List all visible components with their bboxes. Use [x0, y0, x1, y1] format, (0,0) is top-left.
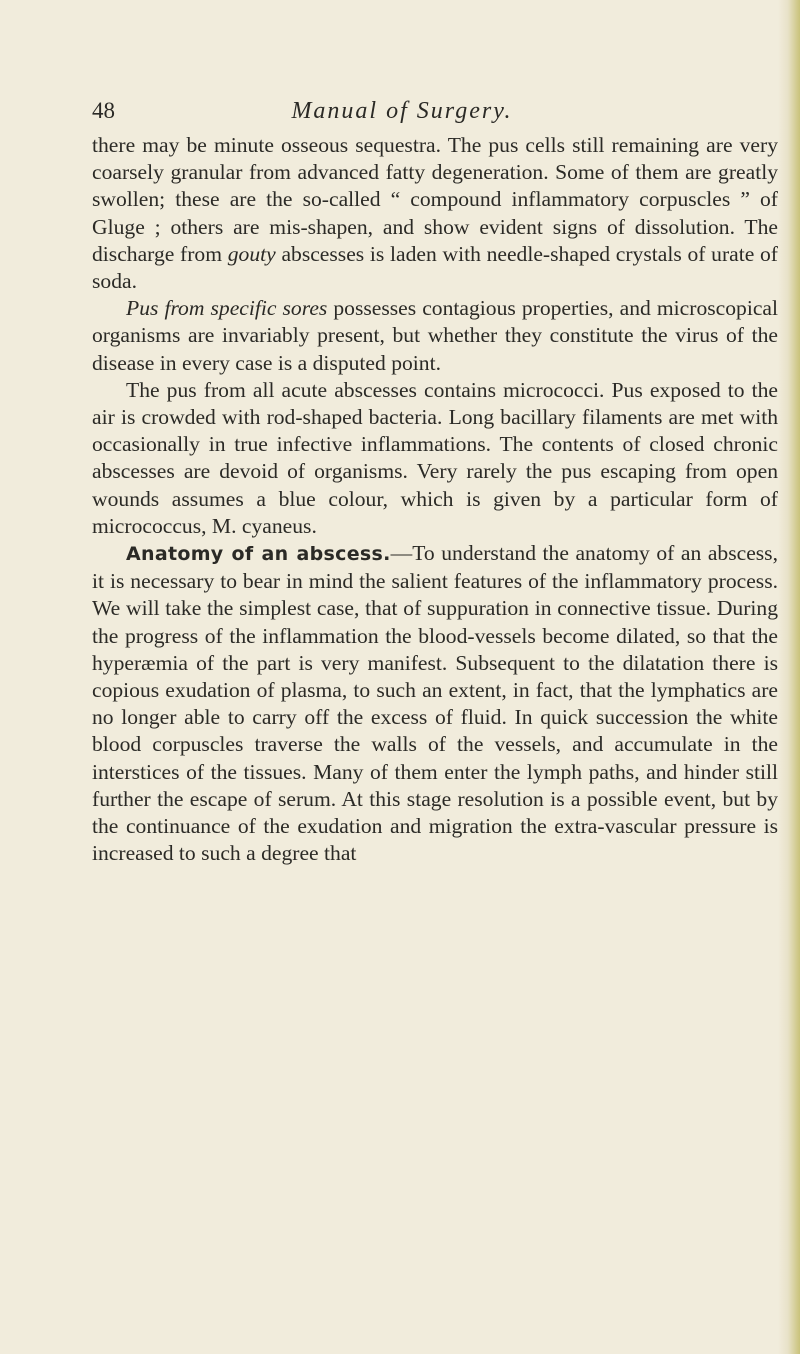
gouty-emphasis: gouty	[227, 241, 276, 266]
body-text	[92, 132, 778, 867]
page-header	[92, 98, 772, 128]
page-number: 48	[92, 98, 115, 123]
running-title: Manual of Surgery.	[291, 98, 513, 124]
paragraph-1	[92, 132, 778, 295]
page-edge	[778, 0, 800, 1354]
specific-sores-emphasis: Pus from specific sores	[126, 296, 328, 321]
paragraph-3	[92, 377, 778, 540]
paragraph-2	[92, 295, 778, 377]
paragraph-3-text: The pus from all acute abscesses contains micrococci. Pus exposed to the air is crowded with rod-shaped bacteria. Long bacillary filaments are met with occasionally in true infective inflammations. The contents of closed chronic abscesses are devoid of organisms. Very rarely the pus escaping from open wounds assumes a blue colour, which is given by a particular form of micrococcus, M. cyaneus.	[92, 377, 778, 538]
paragraph-4	[92, 540, 778, 867]
section-heading: Anatomy of an abscess.	[126, 543, 391, 566]
paragraph-1-rest: abscesses is laden with needle-shaped crystals of urate of soda.	[92, 241, 779, 294]
paragraph-1-text: there may be minute osseous sequestra. The pus cells still remaining are very coarsely granular from advanced fatty degeneration. Some of them are greatly swollen; these are the so-called “ compound inflammatory corpuscles ” of Gluge ; others are mis-shapen, and show evident signs of dissolution. The discharge from	[92, 133, 778, 266]
paragraph-2-text: possesses contagious properties, and microscopical organisms are invariably present, but whether they constitute the virus of the disease in every case is a disputed point.	[92, 296, 778, 375]
paragraph-4-text: —To understand the anatomy of an abscess, it is necessary to bear in mind the salient features of the inflammatory process. We will take the simplest case, that of suppuration in connective tissue. During the progress of the inflammation the blood-vessels become dilated, so that the hyperæmia of the part is very manifest. Subsequent to the dilatation there is copious exudation of plasma, to such an extent, in fact, that the lymphatics are no longer able to carry off the excess of fluid. In quick succession the white blood corpuscles traverse the walls of the vessels, and accumulate in the interstices of the tissues. Many of them enter the lymph paths, and hinder still further the escape of serum. At this stage resolution is a possible event, but by the continuance of the exudation and migration the extra-vascular pressure is increased to such a degree that	[92, 541, 778, 866]
